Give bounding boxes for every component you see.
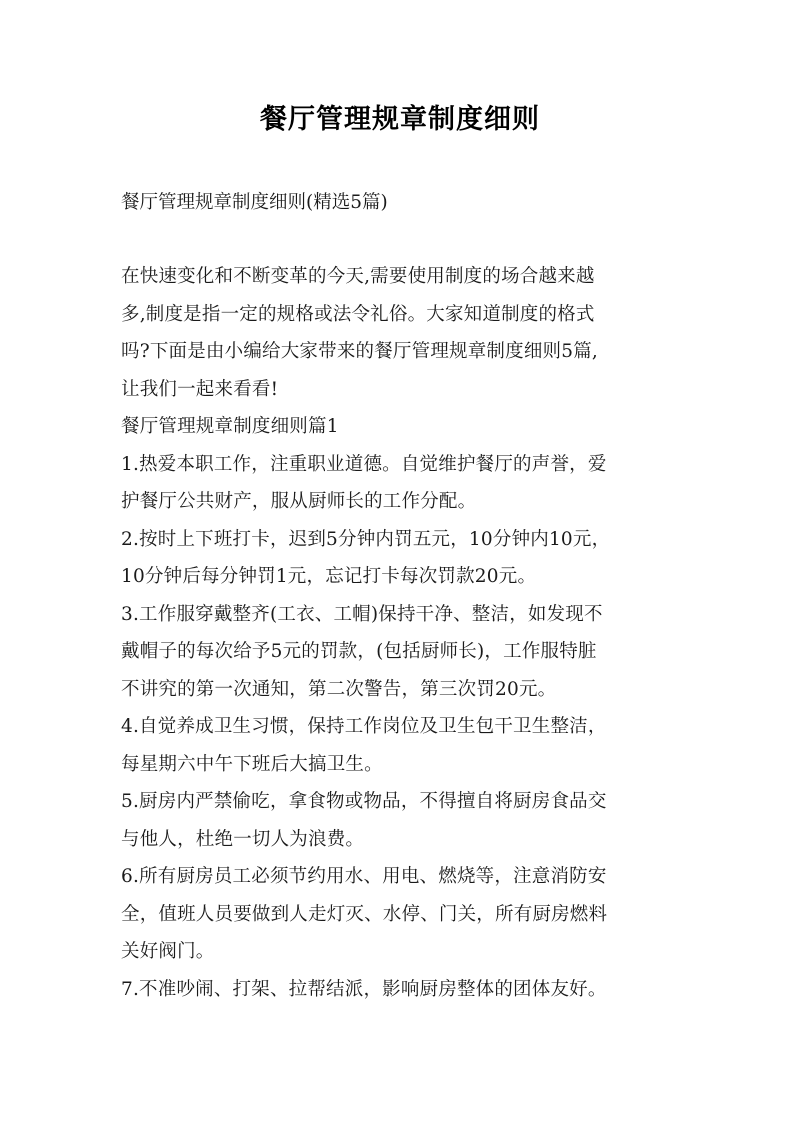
- body-line: 每星期六中午下班后大搞卫生。: [121, 753, 383, 775]
- body-line: 关好阀门。: [121, 941, 215, 962]
- body-line: 5.厨房内严禁偷吃，拿食物或物品，不得擅自将厨房食品交: [121, 791, 607, 812]
- body-line: 4.自觉养成卫生习惯，保持工作岗位及卫生包干卫生整洁，: [121, 716, 607, 737]
- body-line: 7.不准吵闹、打架、拉帮结派，影响厨房整体的团体友好。: [121, 978, 607, 1000]
- document-body: [121, 258, 686, 1008]
- body-line: 10分钟后每分钟罚1元，忘记打卡每次罚款20元。: [121, 566, 537, 587]
- body-line: 1.热爱本职工作，注重职业道德。自觉维护餐厅的声誉，爱: [121, 453, 607, 475]
- body-line: 吗?下面是由小编给大家带来的餐厅管理规章制度细则5篇,: [121, 341, 598, 362]
- body-line: 护餐厅公共财产，服从厨师长的工作分配。: [121, 491, 477, 512]
- body-line: 与他人，杜绝一切人为浪费。: [121, 828, 365, 850]
- body-line: 6.所有厨房员工必须节约用水、用电、燃烧等，注意消防安: [121, 866, 607, 887]
- body-line: 让我们一起来看看!: [121, 378, 279, 400]
- document-title: 餐厅管理规章制度细则: [260, 104, 540, 135]
- body-line: 不讲究的第一次通知，第二次警告，第三次罚20元。: [121, 678, 557, 700]
- body-line: 2.按时上下班打卡，迟到5分钟内罚五元，10分钟内10元，: [121, 528, 611, 550]
- body-line: 在快速变化和不断变革的今天,需要使用制度的场合越来越: [121, 266, 595, 287]
- document-subtitle: 餐厅管理规章制度细则(精选5篇): [121, 192, 388, 213]
- body-line: 多,制度是指一定的规格或法令礼俗。大家知道制度的格式: [121, 303, 595, 325]
- body-line: 全，值班人员要做到人走灯灭、水停、门关，所有厨房燃料: [121, 903, 608, 925]
- body-line: 3.工作服穿戴整齐(工衣、工帽)保持干净、整洁，如发现不: [121, 603, 603, 625]
- body-line: 戴帽子的每次给予5元的罚款，(包括厨师长)，工作服特脏: [121, 641, 597, 662]
- section-heading: 餐厅管理规章制度细则篇1: [121, 416, 339, 437]
